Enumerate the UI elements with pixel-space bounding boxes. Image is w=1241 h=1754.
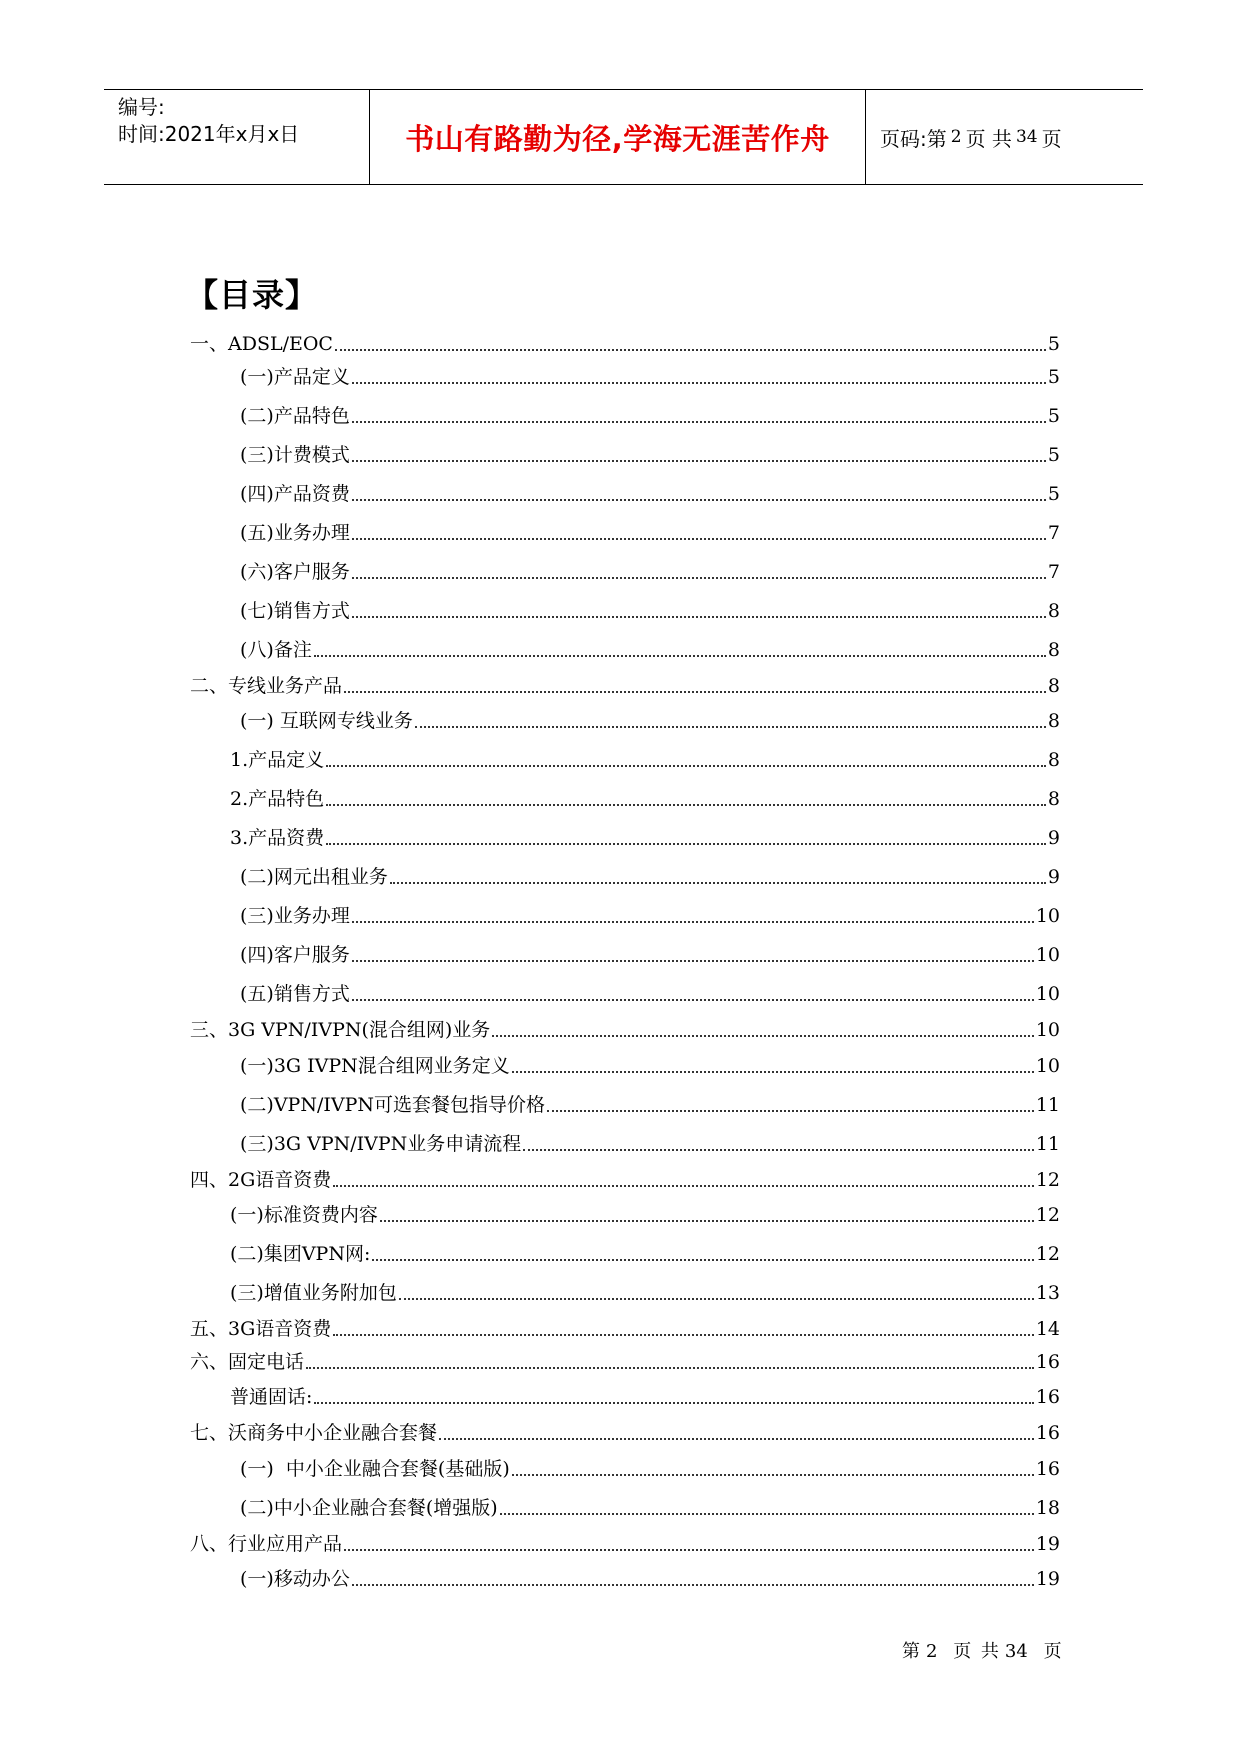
toc-leader-dots [333, 1334, 1034, 1336]
toc-leader-dots [326, 765, 1046, 767]
toc-entry[interactable] [190, 554, 1060, 584]
toc-entry[interactable] [190, 1162, 1060, 1192]
toc-entry[interactable] [190, 1311, 1060, 1341]
toc-entry-label: (二)中小企业融合套餐(增强版) [240, 1497, 498, 1519]
toc-entry-page: 8 [1047, 749, 1060, 771]
toc-leader-dots [352, 921, 1034, 923]
toc-leader-dots [547, 1110, 1034, 1112]
toc-entry-page: 10 [1035, 905, 1060, 927]
toc-leader-dots [399, 1298, 1034, 1300]
toc-leader-dots [344, 1549, 1034, 1551]
toc-leader-dots [390, 882, 1046, 884]
toc-entry-label: (二)网元出租业务 [240, 866, 388, 888]
toc-entry-page: 5 [1047, 366, 1060, 388]
toc-entry-label: (一) 互联网专线业务 [240, 710, 413, 732]
toc-entry[interactable] [190, 742, 1060, 772]
toc-entry[interactable] [190, 1490, 1060, 1520]
toc-entry-label: (四)产品资费 [240, 483, 350, 505]
toc-entry-page: 18 [1035, 1497, 1060, 1519]
toc-entry-page: 16 [1035, 1351, 1060, 1373]
toc-leader-dots [439, 1438, 1034, 1440]
toc-entry[interactable] [190, 820, 1060, 850]
toc-entry-label: 六、固定电话 [190, 1351, 305, 1373]
document-time-label: 时间:2021年x月x日 [118, 122, 300, 146]
toc-entry-label: (三)业务办理 [240, 905, 350, 927]
toc-entry-page: 16 [1035, 1386, 1060, 1408]
toc-entry-page: 12 [1035, 1243, 1060, 1265]
toc-entry-page: 19 [1035, 1568, 1060, 1590]
toc-leader-dots [314, 655, 1046, 657]
toc-entry[interactable] [190, 1451, 1060, 1481]
toc-entry[interactable] [190, 593, 1060, 623]
toc-entry-page: 7 [1047, 561, 1060, 583]
header-meta [104, 90, 370, 184]
toc-entry-page: 5 [1047, 405, 1060, 427]
footer-mid: 页 共 [953, 1641, 999, 1662]
footer-suffix: 页 [1043, 1641, 1062, 1662]
toc-entry-label: (一)产品定义 [240, 366, 350, 388]
toc-leader-dots [352, 1584, 1034, 1586]
toc-entry-label: (二)产品特色 [240, 405, 350, 427]
document-header [104, 89, 1143, 185]
toc-entry-page: 9 [1047, 866, 1060, 888]
toc-entry-page: 5 [1047, 444, 1060, 466]
toc-entry[interactable] [190, 515, 1060, 545]
toc-leader-dots [492, 1035, 1034, 1037]
toc-entry-label: 2.产品特色 [230, 788, 325, 810]
toc-entry-page: 11 [1035, 1094, 1060, 1116]
toc-entry[interactable] [190, 1048, 1060, 1078]
toc-entry-page: 5 [1047, 483, 1060, 505]
toc-entry[interactable] [190, 1415, 1060, 1445]
toc-leader-dots [326, 804, 1046, 806]
toc-leader-dots [512, 1071, 1034, 1073]
toc-leader-dots [352, 538, 1046, 540]
toc-entry[interactable] [190, 781, 1060, 811]
toc-leader-dots [352, 999, 1034, 1001]
footer-prefix: 第 [902, 1641, 920, 1662]
header-page-current: 2 [950, 127, 962, 147]
toc-entry-page: 8 [1047, 675, 1060, 697]
header-page-total: 34 [1015, 127, 1038, 147]
toc-entry-label: (一)3G IVPN混合组网业务定义 [240, 1055, 510, 1077]
toc-entry-label: (四)客户服务 [240, 944, 350, 966]
header-page-mid: 页 共 [965, 126, 1012, 151]
toc-entry[interactable] [190, 898, 1060, 928]
toc-entry-page: 16 [1035, 1422, 1060, 1444]
toc-entry[interactable] [190, 703, 1060, 733]
toc-entry-page: 7 [1047, 522, 1060, 544]
toc-entry[interactable] [190, 1275, 1060, 1305]
toc-entry-page: 11 [1035, 1133, 1060, 1155]
toc-leader-dots [352, 960, 1034, 962]
toc-leader-dots [314, 1402, 1033, 1404]
page-footer [902, 1637, 1068, 1663]
toc-entry-label: 二、专线业务产品 [190, 675, 343, 697]
toc-entry-label: (六)客户服务 [240, 561, 350, 583]
toc-leader-dots [512, 1474, 1034, 1476]
footer-total-pages: 34 [1004, 1641, 1028, 1662]
toc-entry-page: 12 [1035, 1204, 1060, 1226]
toc-entry[interactable] [190, 668, 1060, 698]
header-page-prefix: 页码:第 [880, 126, 947, 151]
toc-leader-dots [335, 349, 1046, 351]
document-number-label: 编号: [118, 95, 165, 119]
toc-leader-dots [326, 843, 1046, 845]
toc-entry-page: 9 [1047, 827, 1060, 849]
toc-entry[interactable] [190, 1087, 1060, 1117]
toc-entry[interactable] [190, 1236, 1060, 1266]
toc-leader-dots [306, 1367, 1034, 1369]
toc-entry[interactable] [190, 1561, 1060, 1591]
header-page-info [866, 90, 1143, 184]
toc-leader-dots [352, 421, 1046, 423]
toc-entry-page: 10 [1035, 944, 1060, 966]
toc-entry-label: 五、3G语音资费 [190, 1318, 332, 1340]
toc-entry-label: 四、2G语音资费 [190, 1169, 332, 1191]
toc-entry[interactable] [190, 359, 1060, 389]
toc-leader-dots [523, 1149, 1034, 1151]
toc-entry[interactable] [190, 398, 1060, 428]
toc-entry-label: (五)销售方式 [240, 983, 350, 1005]
toc-entry-label: (三)3G VPN/IVPN业务申请流程 [240, 1133, 522, 1155]
toc-entry-page: 8 [1047, 710, 1060, 732]
toc-leader-dots [500, 1513, 1034, 1515]
toc-entry[interactable] [190, 1012, 1060, 1042]
toc-entry-label: (七)销售方式 [240, 600, 350, 622]
header-page-suffix: 页 [1041, 126, 1062, 151]
toc-entry[interactable] [190, 437, 1060, 467]
toc-entry[interactable] [190, 1126, 1060, 1156]
toc-entry[interactable] [190, 326, 1060, 356]
toc-entry-page: 8 [1047, 639, 1060, 661]
toc-entry-page: 10 [1035, 1019, 1060, 1041]
toc-entry-label: 七、沃商务中小企业融合套餐 [190, 1422, 438, 1444]
toc-entry-page: 12 [1035, 1169, 1060, 1191]
toc-entry[interactable] [190, 1197, 1060, 1227]
toc-entry[interactable] [190, 937, 1060, 967]
toc-leader-dots [333, 1185, 1034, 1187]
toc-entry[interactable] [190, 859, 1060, 889]
toc-leader-dots [380, 1220, 1034, 1222]
toc-leader-dots [352, 577, 1046, 579]
toc-entry[interactable] [190, 1379, 1060, 1409]
toc-entry-page: 8 [1047, 788, 1060, 810]
toc-entry-label: (五)业务办理 [240, 522, 350, 544]
footer-current-page: 2 [926, 1641, 938, 1662]
toc-entry-label: 一、ADSL/EOC [190, 333, 333, 355]
toc-entry-page: 5 [1047, 333, 1060, 355]
toc-leader-dots [352, 499, 1046, 501]
toc-entry-label: (三)增值业务附加包 [230, 1282, 397, 1304]
toc-entry[interactable] [190, 632, 1060, 662]
toc-leader-dots [352, 616, 1046, 618]
toc-leader-dots [352, 382, 1046, 384]
toc-entry-label: 普通固话: [230, 1386, 313, 1408]
toc-entry-label: (一) 中小企业融合套餐(基础版) [240, 1458, 510, 1480]
toc-leader-dots [344, 691, 1046, 693]
header-motto: 书山有路勤为径,学海无涯苦作舟 [370, 90, 866, 184]
toc-entry-label: (一)移动办公 [240, 1568, 350, 1590]
toc-entry[interactable] [190, 476, 1060, 506]
toc-entry-label: (八)备注 [240, 639, 312, 661]
toc-entry-label: (二)VPN/IVPN可选套餐包指导价格 [240, 1094, 545, 1116]
toc-entry-label: (三)计费模式 [240, 444, 350, 466]
toc-entry-label: 三、3G VPN/IVPN(混合组网)业务 [190, 1019, 491, 1041]
toc-entry-label: 八、行业应用产品 [190, 1533, 343, 1555]
toc-entry-label: (一)标准资费内容 [230, 1204, 378, 1226]
toc-entry-page: 8 [1047, 600, 1060, 622]
toc-entry-page: 14 [1035, 1318, 1060, 1340]
toc-title: 【目录】 [186, 276, 319, 314]
toc-entry-page: 19 [1035, 1533, 1060, 1555]
toc-entry-label: 3.产品资费 [230, 827, 325, 849]
toc-entry[interactable] [190, 1526, 1060, 1556]
toc-entry-page: 10 [1035, 983, 1060, 1005]
toc-entry-label: 1.产品定义 [230, 749, 325, 771]
toc-entry-page: 13 [1035, 1282, 1060, 1304]
toc-entry-page: 10 [1035, 1055, 1060, 1077]
toc-entry[interactable] [190, 1344, 1060, 1374]
toc-leader-dots [415, 726, 1046, 728]
toc-leader-dots [352, 460, 1046, 462]
toc-entry[interactable] [190, 976, 1060, 1006]
toc-leader-dots [372, 1259, 1033, 1261]
toc-entry-label: (二)集团VPN网: [230, 1243, 371, 1265]
toc-entry-page: 16 [1035, 1458, 1060, 1480]
